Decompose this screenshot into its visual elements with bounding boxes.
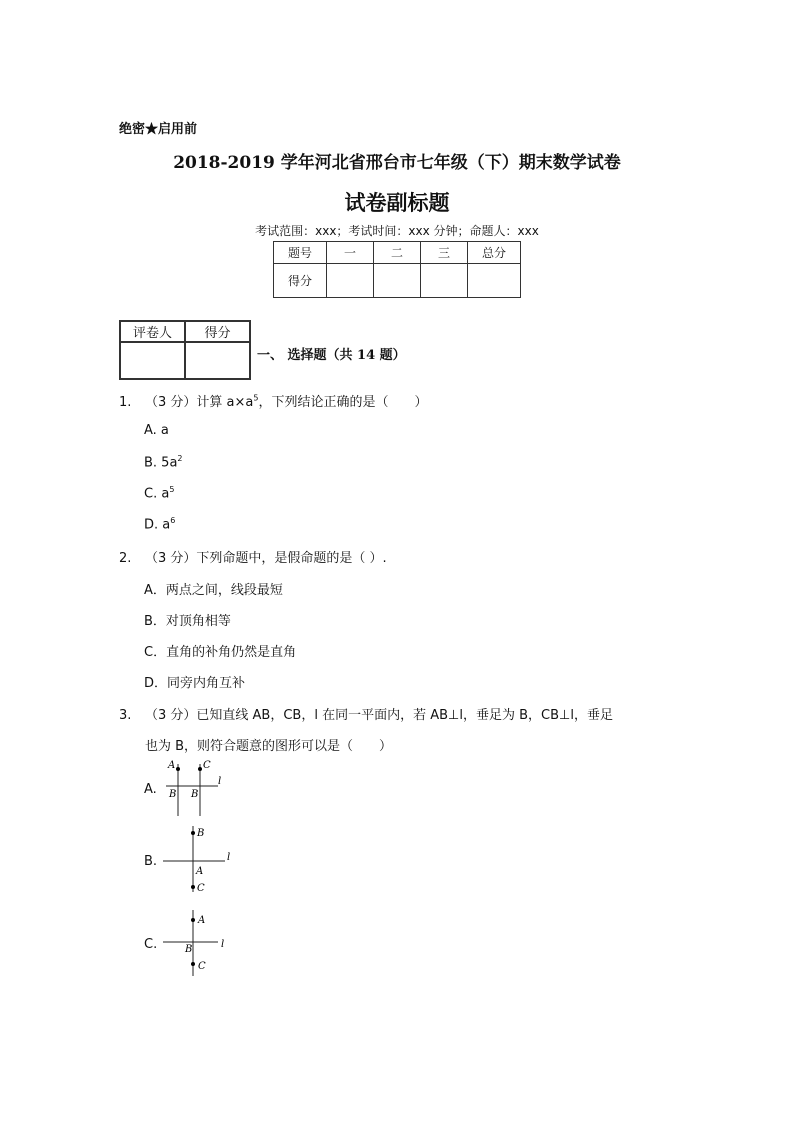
point-label: B bbox=[197, 828, 205, 839]
option-2d[interactable]: D．同旁内角互补 bbox=[144, 676, 246, 691]
score-table-header: 二 bbox=[374, 242, 421, 264]
score-cell[interactable] bbox=[468, 264, 521, 298]
option-3b-figure[interactable] bbox=[160, 824, 240, 896]
point-label: A bbox=[196, 866, 204, 877]
option-1a[interactable]: A. a bbox=[144, 423, 169, 438]
grader-cell[interactable] bbox=[185, 342, 250, 379]
option-3a-label[interactable]: A. bbox=[144, 782, 157, 797]
point-label: B bbox=[185, 944, 193, 955]
point-label: C bbox=[198, 961, 206, 972]
grader-header: 评卷人 bbox=[120, 321, 185, 342]
option-2a[interactable]: A．两点之间，线段最短 bbox=[144, 583, 283, 598]
confidential-mark: 绝密★启用前 bbox=[119, 122, 198, 137]
score-row-label: 得分 bbox=[274, 264, 327, 298]
point-label: l bbox=[218, 776, 222, 787]
score-table bbox=[273, 241, 521, 298]
question-number: 3. bbox=[119, 708, 132, 723]
score-table-header: 题号 bbox=[274, 242, 327, 264]
grader-header: 得分 bbox=[185, 321, 250, 342]
section-heading: 一、 选择题（共 14 题） bbox=[257, 348, 406, 363]
option-3c-label[interactable]: C. bbox=[144, 937, 158, 952]
score-table-header: 一 bbox=[327, 242, 374, 264]
point-label: B bbox=[169, 789, 177, 800]
grader-cell[interactable] bbox=[120, 342, 185, 379]
option-1d[interactable]: D. $a^6$ bbox=[144, 516, 176, 533]
point-label: l bbox=[227, 852, 231, 863]
point-label: l bbox=[221, 939, 225, 950]
option-1c[interactable]: C. $a^5$ bbox=[144, 485, 175, 502]
option-3b-label[interactable]: B. bbox=[144, 854, 158, 869]
option-3a-figure[interactable] bbox=[160, 756, 230, 820]
option-3c-figure[interactable] bbox=[160, 908, 240, 980]
exam-info: 考试范围：xxx；考试时间：xxx 分钟；命题人：xxx bbox=[255, 224, 539, 238]
exam-title: 2018-2019 学年河北省邢台市七年级（下）期末数学试卷 bbox=[173, 153, 621, 173]
question-number: 2. bbox=[119, 551, 132, 566]
question-1: 1. （3 分）计算 $a\times a^5$，下列结论正确的是（ ） bbox=[119, 393, 428, 410]
grader-table bbox=[119, 320, 251, 380]
point-label: A bbox=[168, 760, 176, 771]
question-2: 2. （3 分）下列命题中，是假命题的是（ ）. bbox=[119, 551, 387, 566]
option-1b[interactable]: B. $5a^2$ bbox=[144, 454, 183, 471]
question-3: 3. （3 分）已知直线 AB，CB，l 在同一平面内，若 AB⊥l，垂足为 B，CB⊥l，垂足 bbox=[119, 708, 613, 723]
question-number: 1. bbox=[119, 395, 132, 410]
option-2b[interactable]: B．对顶角相等 bbox=[144, 614, 231, 629]
point-label: C bbox=[203, 760, 211, 771]
score-table-header: 总分 bbox=[468, 242, 521, 264]
score-cell[interactable] bbox=[327, 264, 374, 298]
score-cell[interactable] bbox=[374, 264, 421, 298]
point-label: C bbox=[197, 883, 205, 894]
score-table-header: 三 bbox=[421, 242, 468, 264]
point-label: B bbox=[191, 789, 199, 800]
option-2c[interactable]: C．直角的补角仍然是直角 bbox=[144, 645, 297, 660]
exam-subtitle: 试卷副标题 bbox=[344, 190, 450, 215]
question-3-line2: 也为 B，则符合题意的图形可以是（ ） bbox=[145, 739, 393, 754]
point-label: A bbox=[198, 915, 206, 926]
score-cell[interactable] bbox=[421, 264, 468, 298]
